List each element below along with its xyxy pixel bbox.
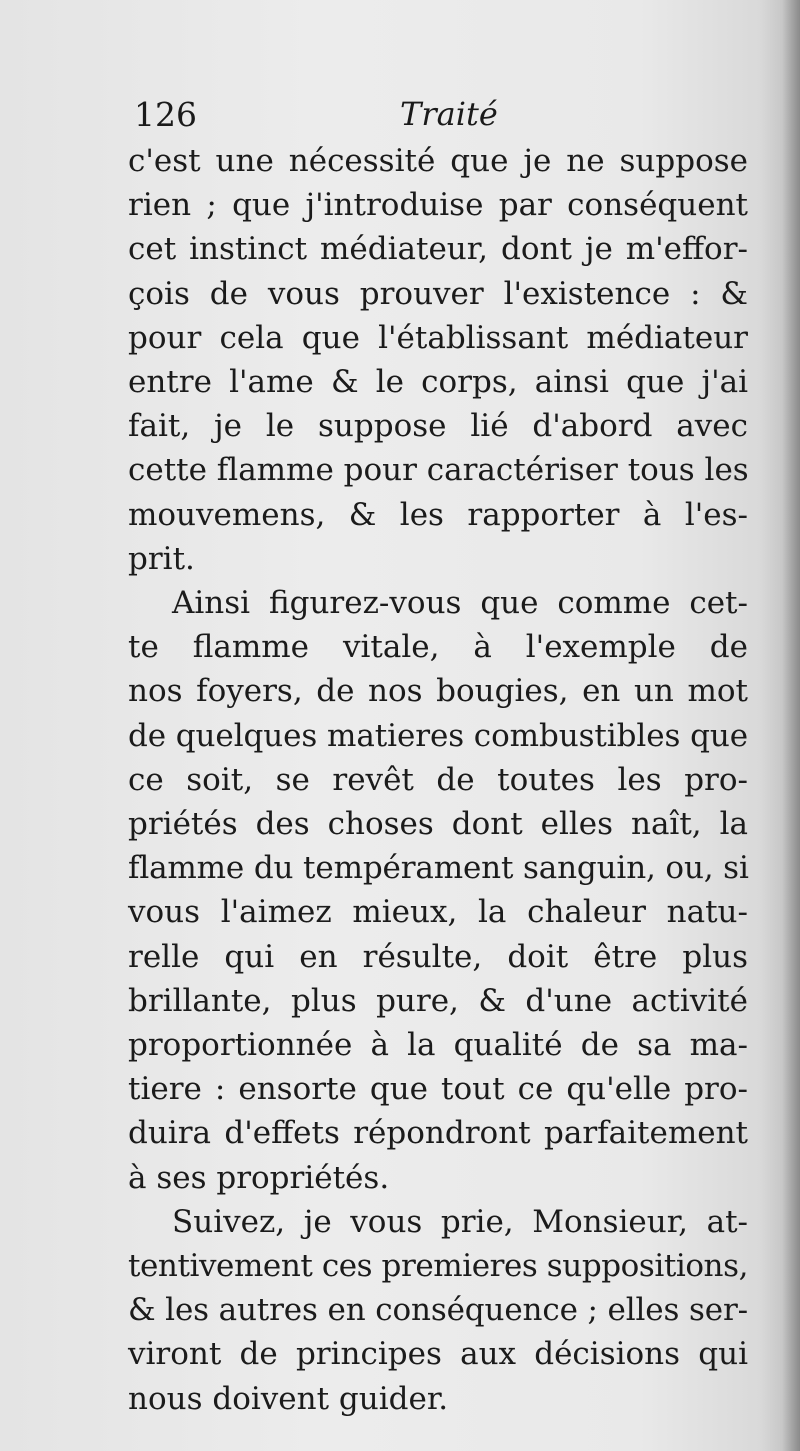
text-line: tentivement ces premieres suppositions, xyxy=(128,1248,748,1285)
text-line: duira d'effets répondront parfaitement xyxy=(128,1115,748,1152)
text-line: viront de principes aux décisions qui xyxy=(128,1336,748,1373)
page-header xyxy=(128,95,748,139)
paragraph xyxy=(128,139,748,581)
paragraph xyxy=(128,1200,748,1421)
text-line: prit. xyxy=(128,540,195,577)
text-line: cette flamme pour caractériser tous les xyxy=(128,452,749,489)
text-line: priétés des choses dont elles naît, la xyxy=(128,806,748,843)
text-line: nos foyers, de nos bougies, en un mot xyxy=(128,673,748,710)
text-line: fait, je le suppose lié d'abord avec xyxy=(128,408,748,445)
text-line: te flamme vitale, à l'exemple de xyxy=(128,629,748,666)
text-line: vous l'aimez mieux, la chaleur natu- xyxy=(128,894,748,931)
text-line: tiere : ensorte que tout ce qu'elle pro- xyxy=(128,1071,748,1108)
text-line: à ses propriétés. xyxy=(128,1159,390,1196)
text-line: entre l'ame & le corps, ainsi que j'ai xyxy=(128,364,748,401)
paragraph xyxy=(128,581,748,1200)
text-line: c'est une nécessité que je ne suppose xyxy=(128,143,748,179)
page-number: 126 xyxy=(134,95,197,134)
text-line: Ainsi figurez-vous que comme cet- xyxy=(172,585,748,622)
text-line: & les autres en conséquence ; elles ser- xyxy=(128,1292,748,1329)
text-line: relle qui en résulte, doit être plus xyxy=(128,938,748,975)
running-title: Traité xyxy=(400,95,498,133)
text-line: çois de vous prouver l'existence : & xyxy=(128,275,748,312)
spine-shadow xyxy=(782,0,800,1451)
text-line: mouvemens, & les rapporter à l'es- xyxy=(128,496,748,533)
text-line: brillante, plus pure, & d'une activité xyxy=(128,982,748,1019)
text-line: cet instinct médiateur, dont je m'effor- xyxy=(128,231,748,268)
text-line: rien ; que j'introduise par conséquent xyxy=(128,187,748,224)
text-line: nous doivent guider. xyxy=(128,1380,449,1417)
text-line: ce soit, se revêt de toutes les pro- xyxy=(128,761,748,798)
text-line: de quelques matieres combustibles que xyxy=(128,717,748,754)
text-line: Suivez, je vous prie, Monsieur, at- xyxy=(172,1203,748,1240)
text-line: flamme du tempérament sanguin, ou, si xyxy=(128,850,749,887)
text-line: pour cela que l'établissant médiateur xyxy=(128,319,748,356)
body-text xyxy=(128,139,748,1421)
text-line: proportionnée à la qualité de sa ma- xyxy=(128,1027,748,1064)
